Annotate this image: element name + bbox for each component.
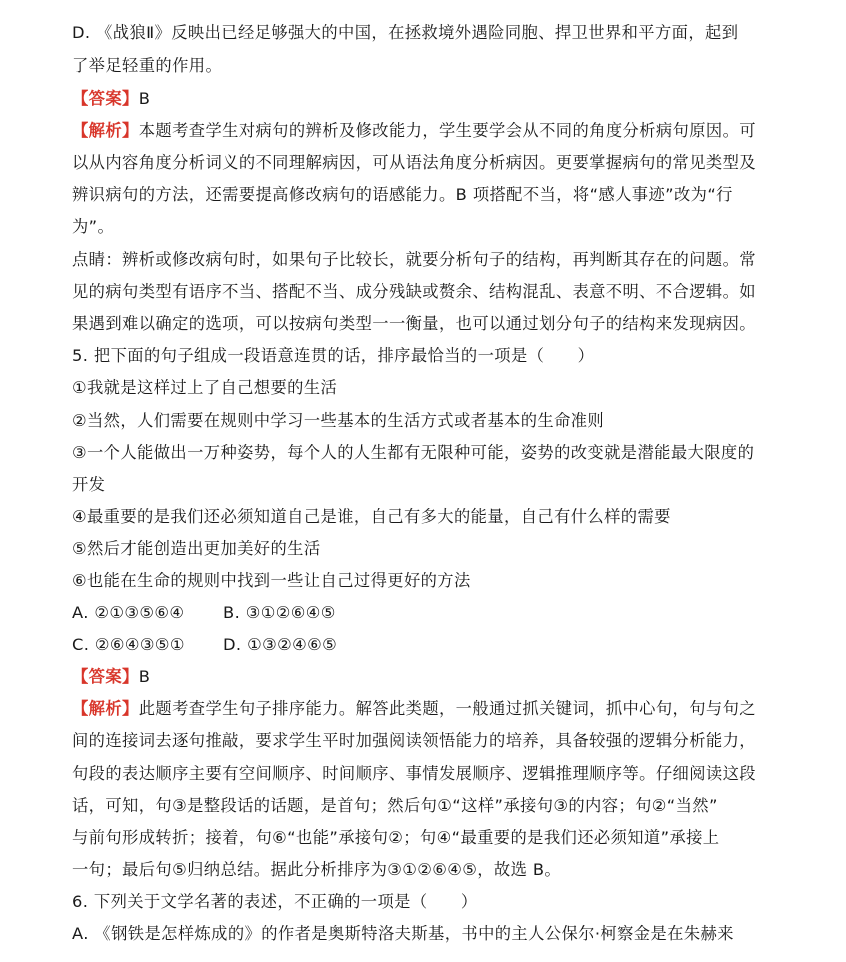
q4-tip-line2: 见的病句类型有语序不当、搭配不当、成分残缺或赘余、结构混乱、表意不明、不合逻辑。如 [72,282,756,301]
q5-sentence-2: ②当然，人们需要在规则中学习一些基本的生活方式或者基本的生命准则 [72,411,605,430]
q4-analysis-line4: 为”。 [72,217,115,236]
q5-sentence-1: ①我就是这样过上了自己想要的生活 [72,378,338,397]
q5-analysis-line3: 句段的表达顺序主要有空间顺序、时间顺序、事情发展顺序、逻辑推理顺序等。仔细阅读这段 [72,764,756,783]
q5-option-a: A. ②①③⑤⑥④ [72,603,185,622]
q4-option-d-line1: D. 《战狼Ⅱ》反映出已经足够强大的中国，在拯救境外遇险同胞、捍卫世界和平方面，起到 [72,23,739,42]
answer-label: 【答案】 [72,89,139,108]
answer-label: 【答案】 [72,667,139,686]
q5-option-c: C. ②⑥④③⑤① [72,635,185,654]
q5-analysis-line4: 话，可知，句③是整段话的话题，是首句；然后句①“这样”承接句③的内容；句②“当然” [72,796,718,815]
q4-option-d-line2: 了举足轻重的作用。 [72,56,223,75]
q5-answer [72,666,150,688]
q5-sentence-3-line2: 开发 [72,475,106,494]
q4-analysis-line1 [72,120,756,142]
q5-analysis-line5: 与前句形成转折；接着，句⑥“也能”承接句②；句④“最重要的是我们还必须知道”承接上 [72,828,720,847]
q6-stem: 6. 下列关于文学名著的表述，不正确的一项是（ ） [72,892,478,911]
q5-option-d: D. ①③②④⑥⑤ [223,635,338,654]
analysis-label: 【解析】 [72,699,139,718]
answer-value: B [138,667,151,686]
q4-analysis-line3: 辨识病句的方法，还需要提高修改病句的语感能力。B 项搭配不当，将“感人事迹”改为“行 [72,185,733,204]
analysis-text: 本题考查学生对病句的辨析及修改能力，学生要学会从不同的角度分析病句原因。可 [138,121,756,140]
q4-answer [72,88,150,110]
q5-sentence-3-line1: ③一个人能做出一万种姿势，每个人的人生都有无限种可能，姿势的改变就是潜能最大限度的 [72,443,755,462]
q5-sentence-4: ④最重要的是我们还必须知道自己是谁，自己有多大的能量，自己有什么样的需要 [72,507,671,526]
answer-value: B [138,89,151,108]
q5-sentence-6: ⑥也能在生命的规则中找到一些让自己过得更好的方法 [72,571,471,590]
analysis-text: 此题考查学生句子排序能力。解答此类题，一般通过抓关键词，抓中心句，句与句之 [138,699,756,718]
q4-tip-line1: 点睛：辨析或修改病句时，如果句子比较长，就要分析句子的结构，再判断其存在的问题。常 [72,250,756,269]
q4-analysis-line2: 以从内容角度分析词义的不同理解病因，可从语法角度分析病因。更要掌握病句的常见类型及 [72,153,756,172]
q4-tip-line3: 果遇到难以确定的选项，可以按病句类型一一衡量，也可以通过划分句子的结构来发现病因。 [72,314,756,333]
q5-analysis-line6: 一句；最后句⑤归纳总结。据此分析排序为③①②⑥④⑤，故选 B。 [72,860,562,879]
q5-sentence-5: ⑤然后才能创造出更加美好的生活 [72,539,321,558]
q6-option-a-line1: A. 《钢铁是怎样炼成的》的作者是奥斯特洛夫斯基，书中的主人公保尔·柯察金是在朱赫来 [72,924,734,943]
q5-analysis-line2: 间的连接词去逐句推敲，要求学生平时加强阅读领悟能力的培养，具备较强的逻辑分析能力， [72,731,756,750]
q5-stem: 5. 把下面的句子组成一段语意连贯的话，排序最恰当的一项是（ ） [72,346,595,365]
q5-analysis-line1 [72,698,756,720]
q5-option-b: B. ③①②⑥④⑤ [223,603,336,622]
analysis-label: 【解析】 [72,121,139,140]
